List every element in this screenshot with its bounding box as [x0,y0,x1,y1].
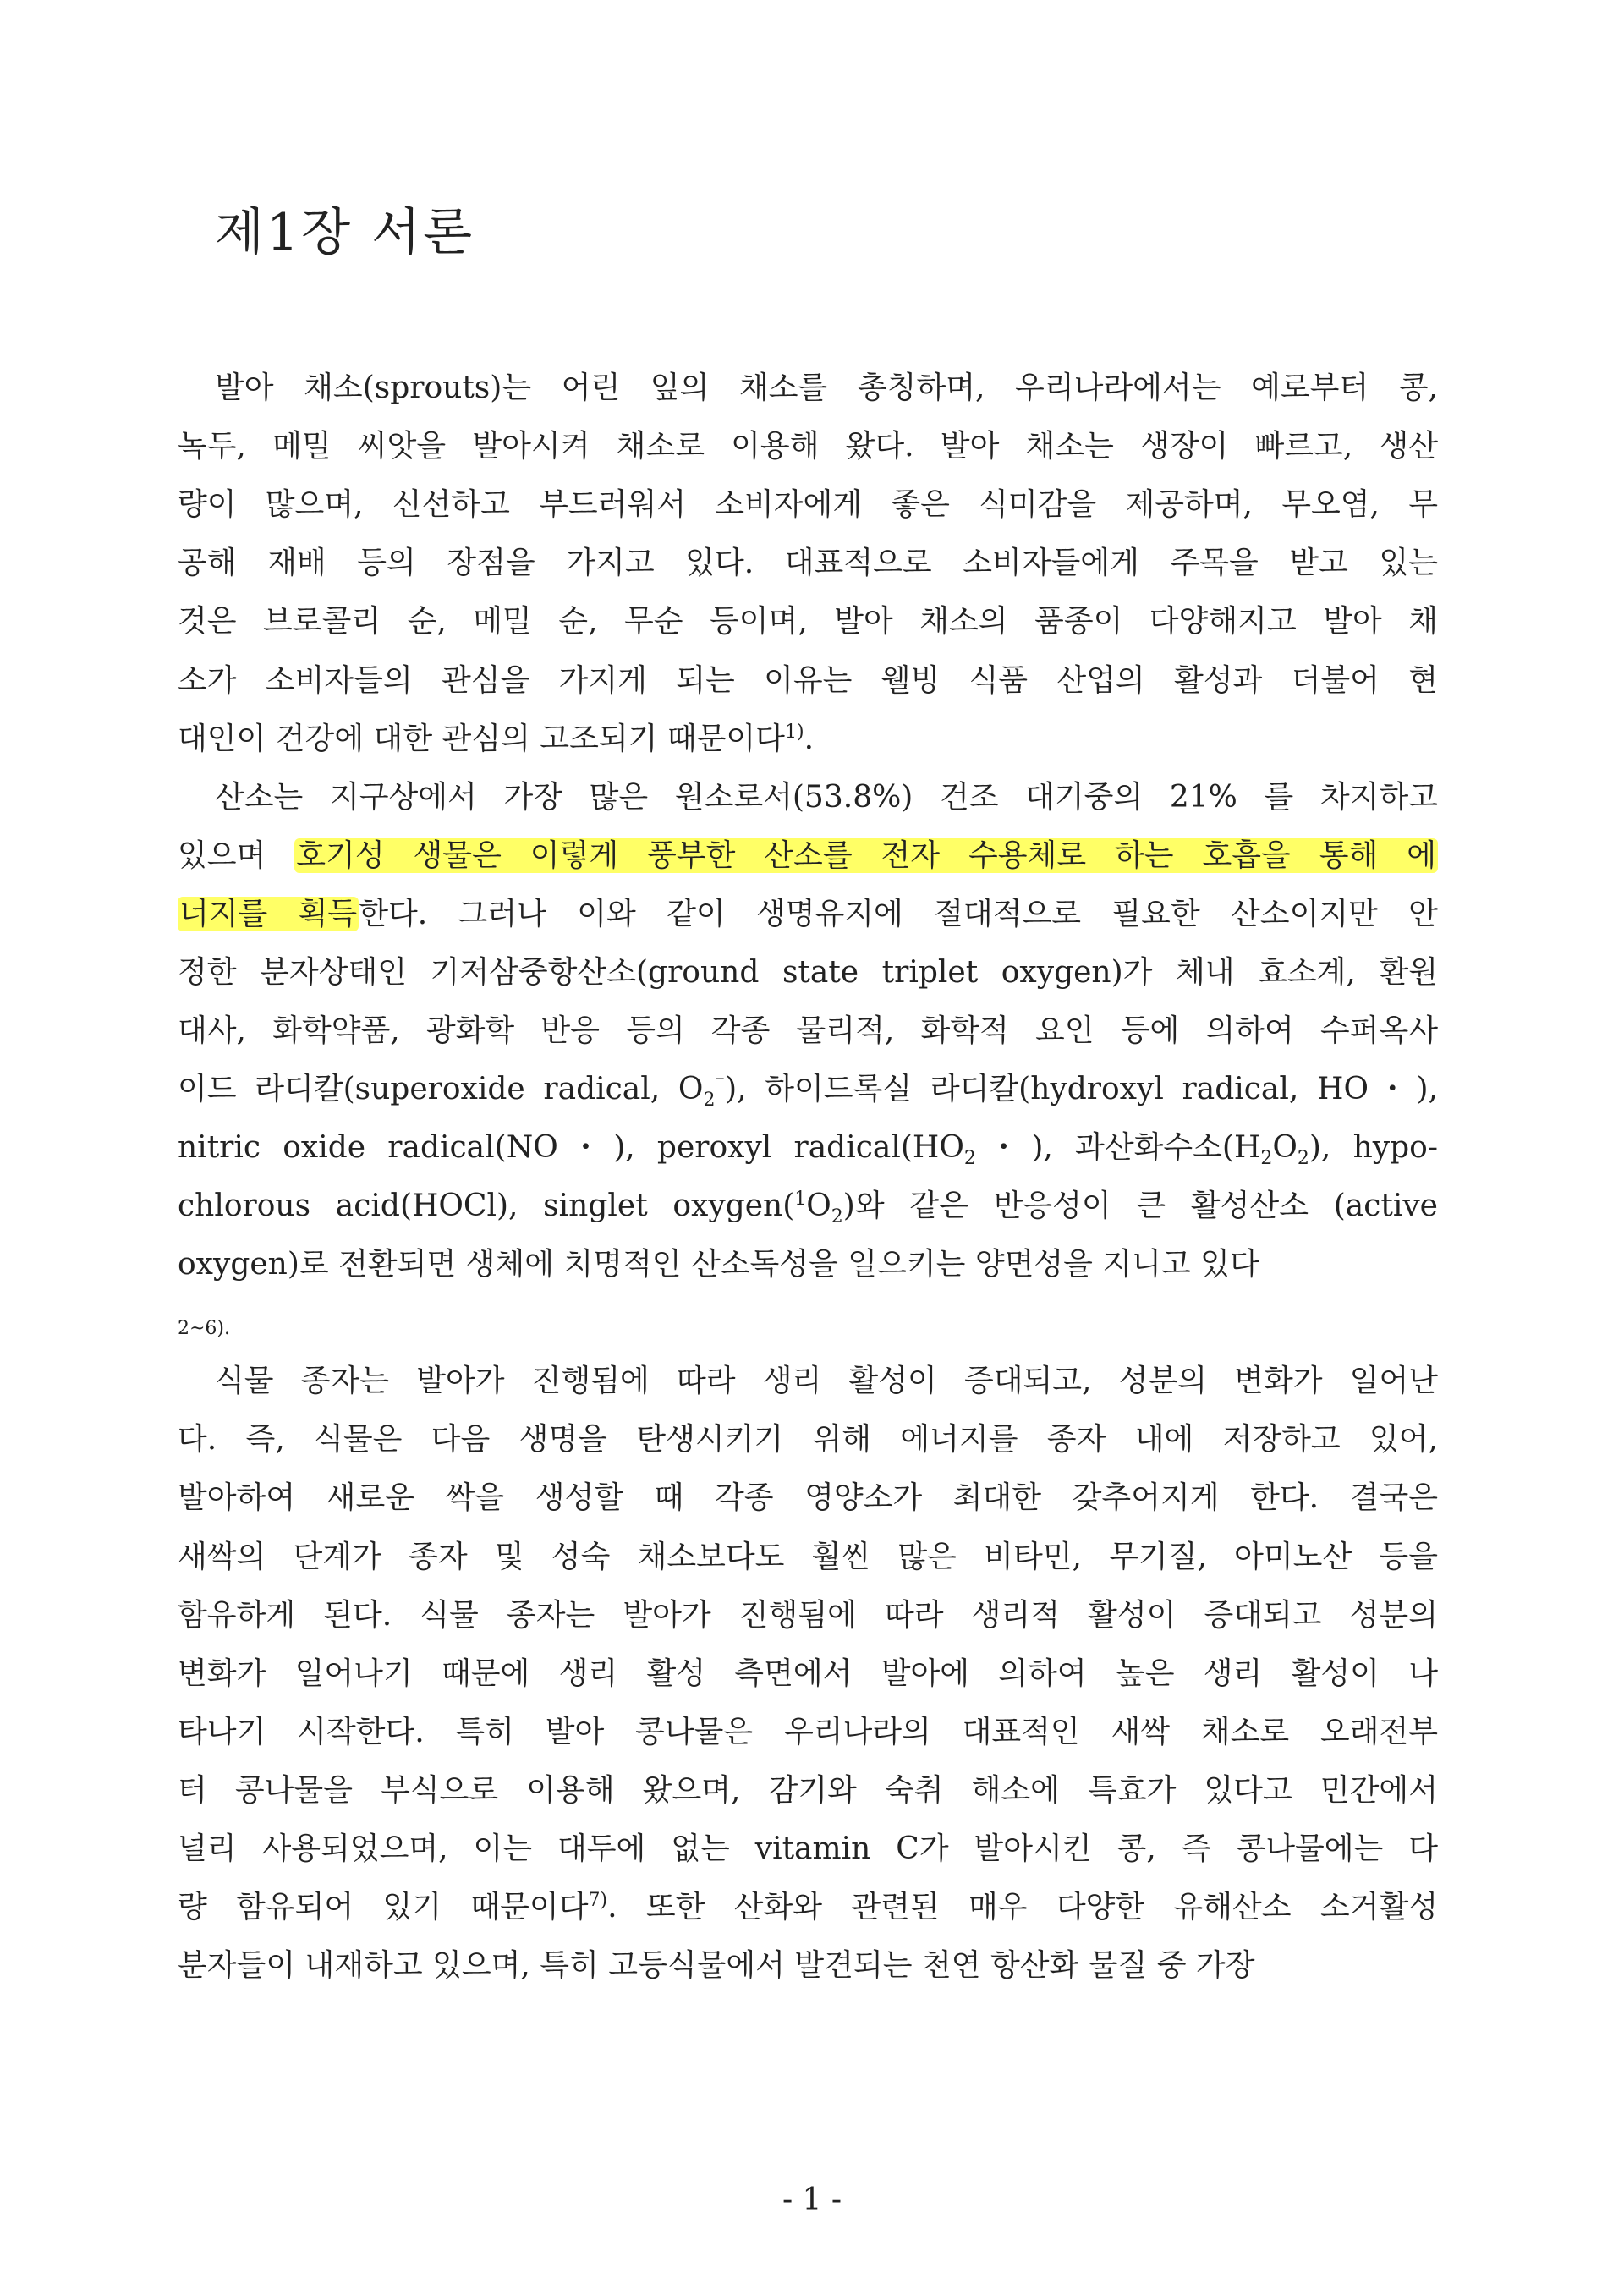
text-line [178,1538,1438,1577]
text-segment: 발아 채소(sprouts)는 어린 잎의 채소를 총칭하며, 우리나라에서는 예로부터 콩, [215,371,1438,405]
subscript: 2 [831,1206,843,1228]
text-segment: 공해 재배 등의 장점을 가지고 있다. 대표적으로 소비자들에게 주목을 받고 있는 [178,546,1438,580]
text-line [215,778,1438,817]
text-segment: 터 콩나물을 부식으로 이용해 왔으며, 감기와 숙취 해소에 특효가 있다고 민간에서 [178,1773,1438,1808]
text-segment: nitric oxide radical(NO・), peroxyl radical(HO [178,1130,964,1165]
text-segment: 녹두, 메밀 씨앗을 발아시켜 채소로 이용해 왔다. 발아 채소는 생장이 빠르고, 생산 [178,429,1438,464]
text-segment: 한다. 그러나 이와 같이 생명유지에 절대적으로 필요한 산소이지만 안 [359,897,1439,931]
text-segment: chlorous acid(HOCl), singlet oxygen( [178,1189,795,1223]
text-line [178,1128,1438,1170]
text-line [178,1888,1438,1927]
text-line [178,1187,1438,1226]
text-line [178,427,1438,466]
text-segment: O [1272,1130,1298,1165]
text-segment: . 또한 산화와 관련된 매우 다양한 유해산소 소거활성 [607,1890,1439,1924]
text-line [178,720,1438,759]
text-line [178,544,1438,583]
text-segment: ), 하이드록실 라디칼(hydroxyl radical, HO・), [725,1072,1438,1106]
superscript: 7) [588,1890,608,1911]
text-line [178,1596,1438,1635]
superscript: 1) [784,722,804,743]
text-segment: oxygen)로 전환되면 생체에 치명적인 산소독성을 일으키는 양면성을 지니고 있다 [178,1247,1259,1282]
text-line [178,1771,1438,1810]
text-line [178,662,1438,700]
text-line [178,1479,1438,1518]
text-line [178,1245,1438,1284]
highlighted-text: 너지를 획득 [179,897,358,931]
subscript: 2 [1297,1148,1309,1170]
text-segment: 것은 브로콜리 순, 메밀 순, 무순 등이며, 발아 채소의 품종이 다양해지고 발아 채 [178,604,1438,639]
text-line [178,1946,1438,1985]
text-segment: . [804,722,815,756]
text-line [178,602,1438,641]
text-segment: 널리 사용되었으며, 이는 대두에 없는 vitamin C가 발아시킨 콩, 즉 콩나물에는 다 [178,1831,1438,1866]
text-line [178,1420,1438,1459]
text-line [215,1362,1438,1401]
text-segment: ・), 과산화수소(H [975,1130,1261,1165]
text-segment: 분자들이 내재하고 있으며, 특히 고등식물에서 발견되는 천연 항산화 물질 중 가장 [178,1948,1255,1983]
text-segment: 있으며 [178,838,295,873]
text-line [178,1713,1438,1752]
text-line [178,1070,1438,1112]
text-segment: 이드 라디칼(superoxide radical, O [178,1072,704,1106]
chapter-title: 제1장 서론 [215,203,475,262]
text-segment: 함유하게 된다. 식물 종자는 발아가 진행됨에 따라 생리적 활성이 증대되고 성분의 [178,1598,1438,1633]
text-segment: 소가 소비자들의 관심을 가지게 되는 이유는 웰빙 식품 산업의 활성과 더불어 현 [178,663,1438,698]
text-segment: )와 같은 반응성이 큰 활성산소 (active [842,1189,1438,1223]
text-line [178,1012,1438,1051]
superscript: 1 [794,1189,807,1210]
text-segment: 식물 종자는 발아가 진행됨에 따라 생리 활성이 증대되고, 성분의 변화가 일어난 [215,1364,1438,1398]
text-segment: 발아하여 새로운 싹을 생성할 때 각종 영양소가 최대한 갖추어지게 한다. 결국은 [178,1480,1438,1515]
text-segment: 대사, 화학약품, 광화학 반응 등의 각종 물리적, 화학적 요인 등에 의하여 수퍼옥사 [178,1013,1438,1048]
text-segment: 타나기 시작한다. 특히 발아 콩나물은 우리나라의 대표적인 새싹 채소로 오래전부 [178,1715,1438,1749]
page-number: - 1 - [782,2182,842,2217]
text-line [178,895,1438,934]
text-segment: 산소는 지구상에서 가장 많은 원소로서(53.8%) 건조 대기중의 21% 를 차지하고 [215,780,1438,815]
citation-reference: 2~6). [178,1318,231,1339]
superscript: ⁻ [715,1072,726,1093]
text-line [178,486,1438,524]
text-line [178,1830,1438,1869]
text-segment: O [806,1189,831,1223]
subscript: 2 [963,1148,976,1170]
text-segment: 변화가 일어나기 때문에 생리 활성 측면에서 발아에 의하여 높은 생리 활성이 나 [178,1656,1438,1691]
highlighted-text: 호기성 생물은 이렇게 풍부한 산소를 전자 수용체로 하는 호흡을 통해 에 [296,838,1436,873]
text-segment: 다. 즉, 식물은 다음 생명을 탄생시키기 위해 에너지를 종자 내에 저장하고 있어, [178,1422,1438,1457]
text-segment: 량 함유되어 있기 때문이다 [178,1890,589,1924]
subscript: 2 [1260,1148,1273,1170]
text-segment: ), hypo- [1309,1130,1438,1165]
text-line [178,1655,1438,1694]
subscript: 2 [703,1090,716,1112]
text-segment: 정한 분자상태인 기저삼중항산소(ground state triplet oxygen)가 체내 효소계, 환원 [178,955,1438,990]
text-line [178,953,1438,992]
text-line [178,837,1438,876]
text-segment: 량이 많으며, 신선하고 부드러워서 소비자에게 좋은 식미감을 제공하며, 무오염, 무 [178,487,1438,522]
text-segment: 대인이 건강에 대한 관심의 고조되기 때문이다 [178,722,785,756]
text-line [215,369,1438,408]
text-segment: 새싹의 단계가 종자 및 성숙 채소보다도 훨씬 많은 비타민, 무기질, 아미노산 등을 [178,1540,1438,1574]
